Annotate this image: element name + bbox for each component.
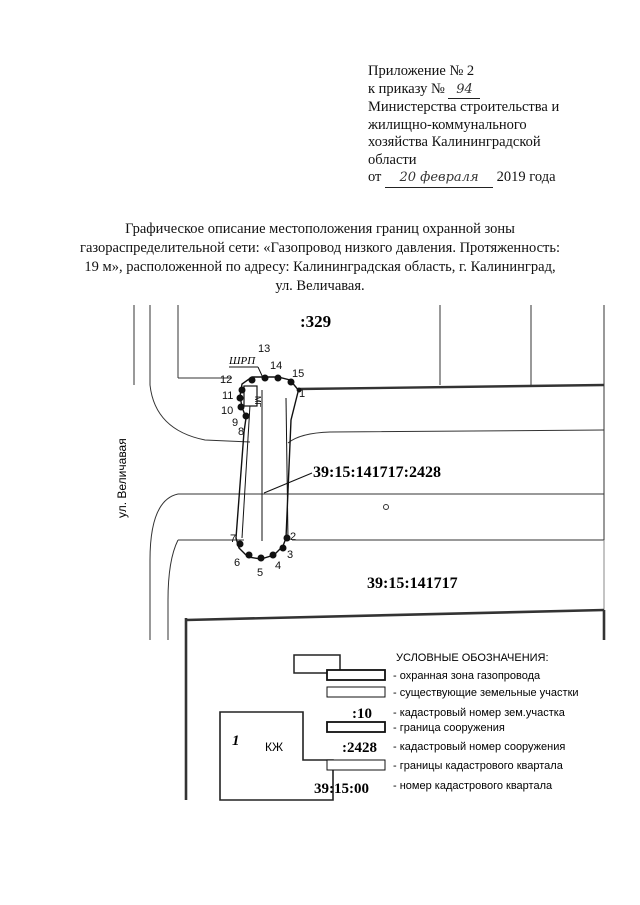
point-label-7: 7 [230, 533, 237, 545]
point-7-marker [237, 541, 244, 548]
point-label-14: 14 [270, 360, 283, 372]
point-label-11: 11 [222, 390, 234, 402]
point-9-marker [238, 404, 245, 411]
legend-label-quarter-number: - номер кадастрового квартала [393, 780, 553, 792]
quarter-number-label: 39:15:141717 [367, 575, 458, 592]
structure-number-label: 39:15:141717:2428 [313, 464, 441, 481]
legend-swatch-quarter [327, 760, 385, 770]
legend-label-structure: - граница сооружения [393, 722, 505, 734]
point-label-13: 13 [258, 343, 271, 355]
mg-label: МГ [253, 396, 262, 407]
point-12-marker [249, 377, 256, 384]
ministry-line-4: области [368, 151, 417, 168]
point-4-marker [270, 552, 277, 559]
point-8-marker [243, 413, 250, 420]
point-5-marker [258, 555, 265, 562]
legend-label-zone: - охранная зона газопровода [393, 670, 541, 682]
legend-sample-quarter-number: 39:15:00 [314, 781, 369, 797]
appendix-line: Приложение № 2 [368, 63, 475, 79]
ministry-line-3: хозяйства Калининградской [368, 134, 541, 150]
grp-label: ШРП [229, 355, 256, 367]
building-type-label: КЖ [265, 740, 284, 754]
ministry-line-1: Министерства строительства и [368, 99, 560, 115]
point-label-15: 15 [292, 368, 305, 380]
title-line-3: 19 м», расположенной по адресу: Калининградская область, г. Калининград, [84, 259, 556, 275]
point-label-8: 8 [238, 426, 245, 438]
legend-swatch-zone [327, 670, 385, 680]
point-label-1: 1 [299, 388, 306, 400]
legend-title: УСЛОВНЫЕ ОБОЗНАЧЕНИЯ: [396, 652, 549, 664]
order-prefix: к приказу № [368, 80, 445, 97]
point-10-marker [237, 395, 244, 402]
point-6-marker [246, 552, 253, 559]
legend [314, 652, 579, 797]
legend-label-parcels: - существующие земельные участки [393, 687, 579, 699]
legend-label-parcel-number: - кадастровый номер зем.участка [393, 707, 565, 719]
point-label-5: 5 [257, 567, 264, 579]
legend-swatch-structure [327, 722, 385, 732]
point-label-3: 3 [287, 549, 294, 561]
legend-label-structure-number: - кадастровый номер сооружения [393, 741, 566, 753]
date-year: 2019 года [496, 169, 556, 185]
legend-sample-structure-number: :2428 [342, 740, 377, 756]
legend-swatch-parcels [327, 687, 385, 697]
point-label-6: 6 [234, 557, 241, 569]
legend-sample-parcel-number: :10 [352, 706, 372, 722]
point-label-4: 4 [275, 560, 282, 572]
title-line-4: ул. Величавая. [275, 278, 365, 294]
legend-label-quarter: - границы кадастрового квартала [393, 760, 563, 772]
point-label-12: 12 [220, 374, 233, 386]
point-11-marker [239, 387, 246, 394]
point-label-2: 2 [290, 531, 297, 543]
parcel-329-label: :329 [300, 312, 332, 331]
point-14-marker [275, 375, 282, 382]
point-label-10: 10 [221, 405, 234, 417]
point-13-marker [262, 375, 269, 382]
title-line-2: газораспределительной сети: «Газопровод низкого давления. Протяженность: [80, 240, 560, 256]
point-label-9: 9 [232, 417, 239, 429]
title-line-1: Графическое описание местоположения границ охранной зоны [125, 221, 515, 237]
point-3-marker [280, 545, 287, 552]
ministry-line-2: жилищно-коммунального [368, 116, 527, 133]
date-prefix: от [368, 169, 382, 185]
order-number: 94 [448, 81, 480, 100]
building-number-label: 1 [232, 733, 240, 749]
date-handwritten: 20 февраля [385, 169, 493, 188]
street-label: ул. Величавая [115, 438, 129, 518]
